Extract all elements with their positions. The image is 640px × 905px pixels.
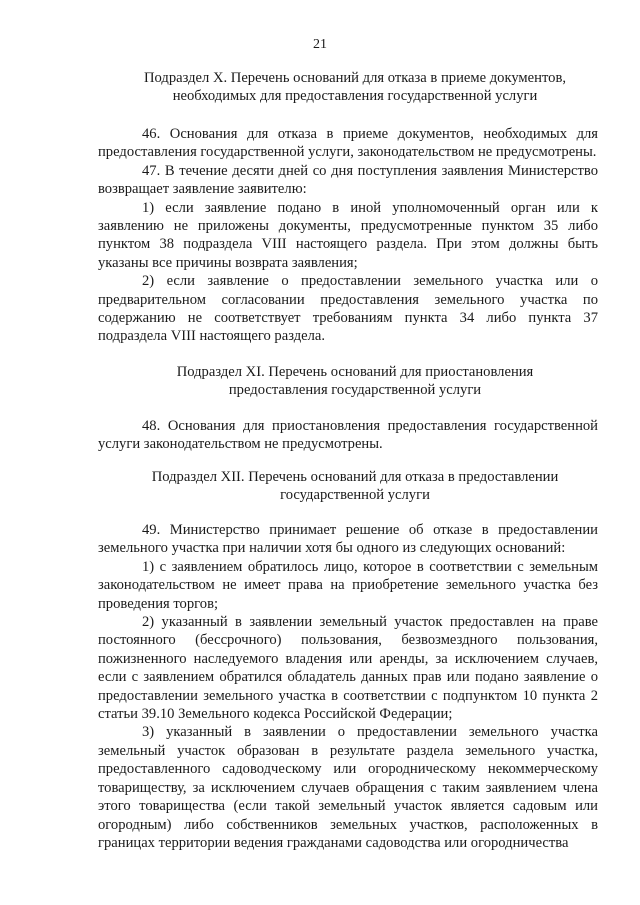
paragraph-47-item-2: 2) если заявление о предоставлении земельного участка или о предварительном согласовании предоставления земельного участка по содержанию не соответствует требованиям пункта 34 либо пункта 37 подраздела VIII настоящего раздела. [98, 273, 598, 345]
section-body-x [98, 125, 598, 346]
paragraph-49-item-2: 2) указанный в заявлении земельный участок предоставлен на праве постоянного (бессрочного) пользования, безвозмездного пользования, пожизненного наследуемого владения или аренды, за исключением случаев, если с заявлением обратился обладатель данных прав или подано заявление о предоставлении земельного участка в соответствии с подпунктом 10 пункта 2 статьи 39.10 Земельного кодекса Российской Федерации; [98, 614, 598, 723]
paragraph-46: 46. Основания для отказа в приеме документов, необходимых для предоставления государственной услуги, законодательством не предусмотрены. [98, 126, 598, 161]
heading-line: Подраздел XII. Перечень оснований для отказа в предоставлении [151, 469, 559, 485]
heading-line: государственной услуги [280, 487, 430, 504]
heading-line: Подраздел X. Перечень оснований для отказа в приеме документов, [144, 70, 566, 86]
heading-line: необходимых для предоставления государственной услуги [172, 88, 538, 105]
paragraph-47-item-1: 1) если заявление подано в иной уполномоченный орган или к заявлению не приложены документы, предусмотренные пунктом 35 либо пунктом 38 подраздела VIII настоящего раздела. При этом должны быть указаны все причины возврата заявления; [98, 199, 598, 271]
section-heading-xi [120, 363, 590, 400]
paragraph-49-item-1: 1) с заявлением обратилось лицо, которое в соответствии с земельным законодательством не имеет права на приобретение земельного участка без проведения торгов; [98, 558, 598, 612]
paragraph-47: 47. В течение десяти дней со дня поступления заявления Министерство возвращает заявление заявителю: [98, 162, 598, 198]
section-heading-xii [120, 468, 590, 505]
heading-line: предоставления государственной услуги [228, 382, 482, 399]
page-number: 21 [313, 37, 327, 52]
section-body-xii [98, 521, 598, 852]
section-body-xi [98, 417, 598, 454]
heading-line: Подраздел XI. Перечень оснований для приостановления [176, 364, 534, 380]
section-heading-x [120, 69, 590, 106]
paragraph-48: 48. Основания для приостановления предоставления государственной услуги законодательством не предусмотрены. [98, 418, 598, 453]
paragraph-49-item-3: 3) указанный в заявлении о предоставлении земельного участка земельный участок образован в результате раздела земельного участка, предоставленного садоводческому или огородническому некоммерческому товариществу, за исключением случаев обращения с таким заявлением члена этого товарищества (если такой земельный участок является садовым или огородным) либо собственников земельных участков, расположенных в границах территории ведения гражданами садоводства или огородничества [98, 724, 598, 851]
paragraph-49: 49. Министерство принимает решение об отказе в предоставлении земельного участка при наличии хотя бы одного из следующих оснований: [98, 522, 598, 557]
